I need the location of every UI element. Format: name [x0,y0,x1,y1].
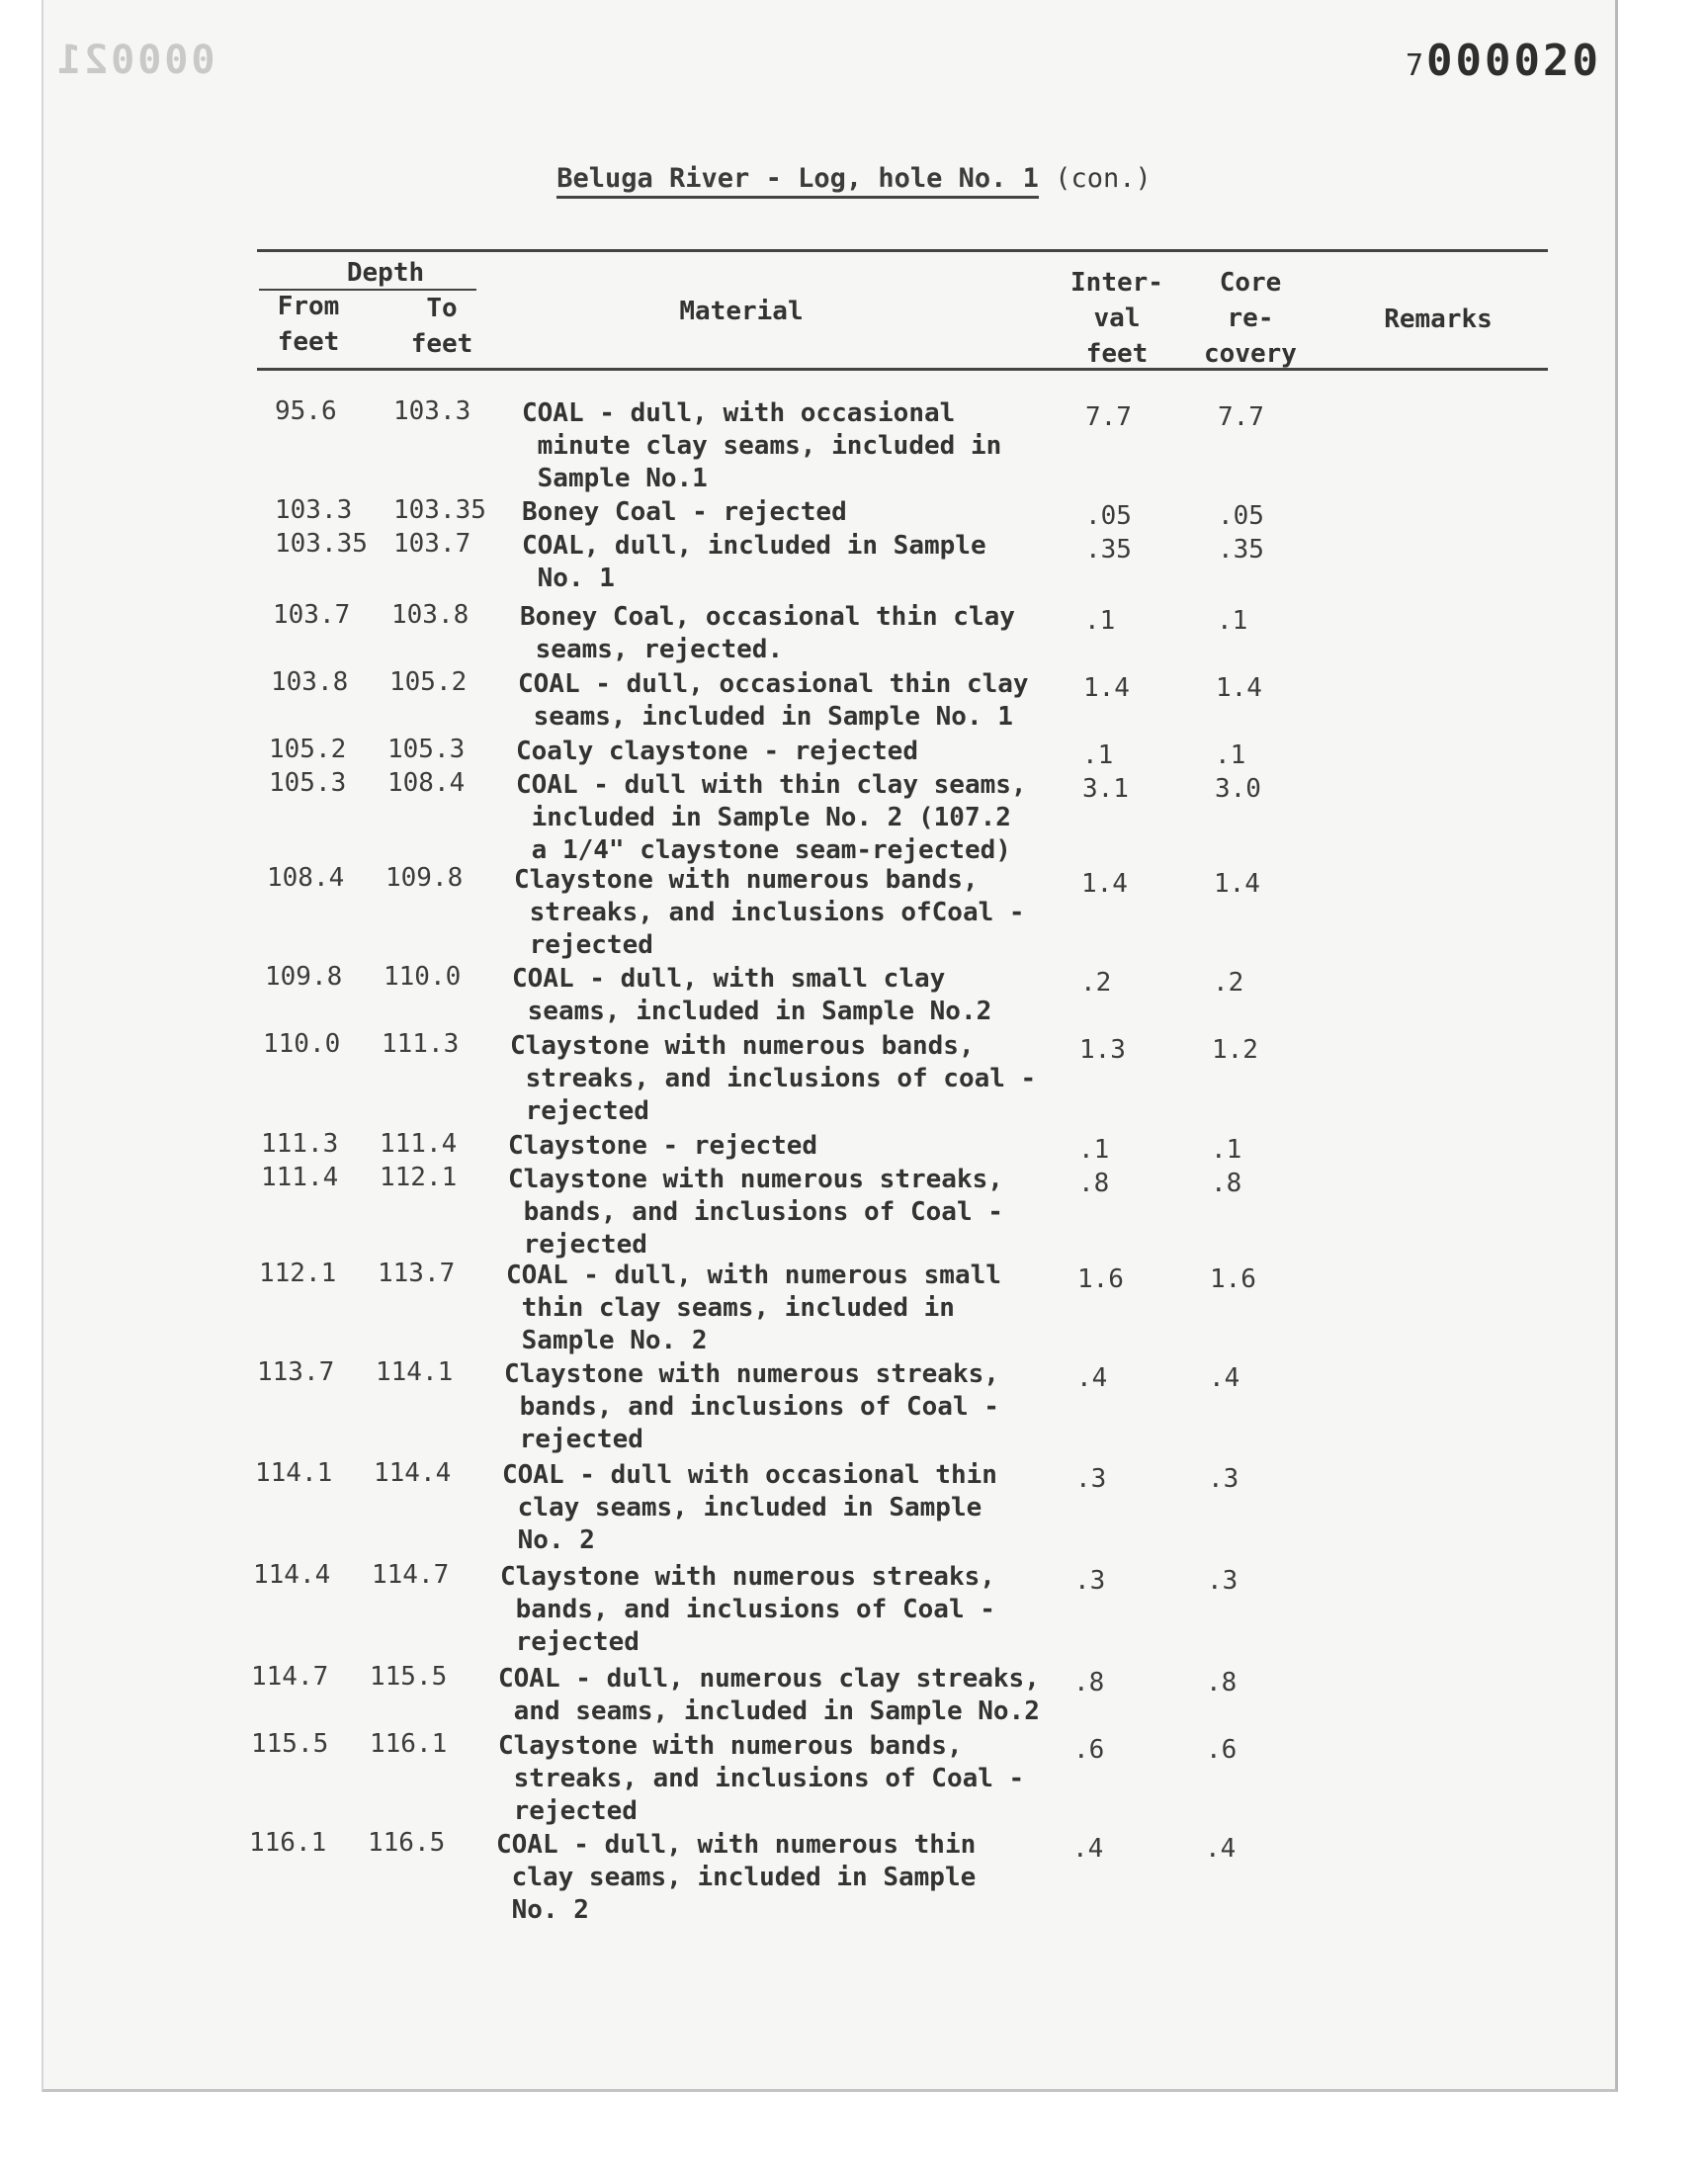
core-recovery-cell: .3 [1207,1566,1238,1596]
page-number-text: 000020 [1426,36,1601,86]
depth-to-cell: 105.2 [389,667,468,697]
material-cell: Boney Coal, occasional thin clay seams, rejected. [520,602,1015,664]
header-depth: Depth [346,258,425,288]
material-cell: COAL, dull, included in Sample No. 1 [522,531,986,593]
core-recovery-cell: .2 [1213,968,1244,998]
depth-to-cell: 112.1 [380,1163,458,1192]
core-recovery-cell: .1 [1217,606,1248,636]
material-cell: COAL - dull, with numerous small thin clay seams, included in Sample No. 2 [506,1261,1001,1355]
page-number [1406,36,1601,86]
header-core-line1: Core [1219,268,1282,298]
header-core-line3: covery [1204,339,1297,369]
depth-from-cell: 116.1 [249,1828,327,1858]
material-cell: Boney Coal - rejected [522,497,847,527]
core-recovery-cell: 1.4 [1214,869,1260,899]
depth-from-cell: 103.8 [271,667,349,697]
material-cell: COAL - dull, with occasional minute clay seams, included in Sample No.1 [522,398,1002,493]
title-main: Beluga River - Log, hole No. 1 [556,163,1039,199]
interval-cell: 1.4 [1083,673,1130,703]
core-recovery-cell: .3 [1208,1464,1239,1494]
core-recovery-cell: .8 [1206,1668,1238,1697]
depth-from-cell: 105.2 [269,735,347,764]
core-recovery-cell: .35 [1218,535,1264,565]
interval-cell: .3 [1075,1464,1107,1494]
interval-cell: .6 [1073,1735,1105,1765]
header-interval-line2: val [1093,304,1141,333]
header-interval [1058,265,1176,372]
depth-from-cell: 95.6 [275,396,337,426]
material-cell: Claystone with numerous bands, streaks, and inclusions of Coal - rejected [498,1731,1025,1826]
interval-cell: .8 [1073,1668,1105,1697]
depth-to-cell: 115.5 [370,1662,448,1692]
core-recovery-cell: 7.7 [1218,402,1264,432]
depth-from-cell: 105.3 [269,768,347,798]
material-cell: COAL - dull, with small clay seams, included in Sample No.2 [512,964,992,1026]
depth-to-cell: 108.4 [387,768,466,798]
depth-from-cell: 110.0 [263,1029,341,1059]
depth-from-cell: 114.4 [253,1560,331,1590]
header-core-recovery [1186,265,1315,372]
material-cell: Coaly claystone - rejected [516,737,918,766]
material-cell: COAL - dull, with numerous thin clay seams, included in Sample No. 2 [496,1830,977,1925]
interval-cell: 7.7 [1085,402,1132,432]
depth-from-cell: 114.1 [255,1458,333,1488]
material-cell: Claystone with numerous streaks, bands, and inclusions of Coal - rejected [508,1165,1003,1260]
depth-from-cell: 112.1 [259,1259,337,1288]
depth-from-cell: 111.4 [261,1163,339,1192]
depth-to-cell: 113.7 [378,1259,456,1288]
bleed-through-number: 000021 [54,38,215,83]
depth-to-cell: 110.0 [384,962,462,992]
core-recovery-cell: 1.2 [1212,1035,1258,1065]
core-recovery-cell: 1.6 [1210,1264,1256,1294]
header-to-label: To [426,294,458,323]
depth-from-cell: 103.35 [275,529,368,559]
depth-to-cell: 103.8 [391,600,470,630]
core-recovery-cell: .1 [1215,740,1246,770]
depth-to-cell: 103.7 [393,529,471,559]
table-top-rule [257,249,1548,252]
header-interval-line1: Inter- [1070,268,1163,298]
header-core-line2: re- [1227,304,1274,333]
material-cell: COAL - dull, numerous clay streaks, and seams, included in Sample No.2 [498,1664,1040,1726]
depth-from-cell: 103.7 [273,600,351,630]
depth-from-cell: 103.3 [275,495,353,525]
core-recovery-cell: .4 [1205,1834,1237,1864]
page-mark: 7 [1405,48,1427,83]
depth-to-cell: 111.3 [382,1029,460,1059]
interval-cell: 3.1 [1082,774,1129,804]
interval-cell: .05 [1085,501,1132,531]
material-cell: COAL - dull, occasional thin clay seams, included in Sample No. 1 [518,669,1029,732]
material-cell: Claystone with numerous streaks, bands, and inclusions of Coal - rejected [500,1562,995,1657]
interval-cell: .8 [1078,1169,1110,1198]
depth-to-cell: 111.4 [380,1129,458,1159]
interval-cell: .1 [1084,606,1116,636]
depth-from-cell: 109.8 [265,962,343,992]
core-recovery-cell: .8 [1211,1169,1242,1198]
material-cell: Claystone with numerous bands, streaks, and inclusions of coal - rejected [510,1031,1037,1126]
header-bottom-rule [257,368,1548,371]
interval-cell: .2 [1080,968,1112,998]
material-cell: Claystone with numerous bands, streaks, and inclusions ofCoal - rejected [514,865,1025,960]
depth-to-cell: 114.4 [374,1458,452,1488]
core-recovery-cell: .6 [1206,1735,1238,1765]
depth-to-cell: 109.8 [385,863,464,893]
header-from-label: From [277,292,340,321]
title-suffix: (con.) [1055,163,1152,194]
header-from [259,289,358,360]
depth-from-cell: 114.7 [251,1662,329,1692]
page-title [0,163,1708,194]
interval-cell: 1.3 [1079,1035,1126,1065]
core-recovery-cell: 1.4 [1216,673,1262,703]
depth-to-cell: 103.35 [393,495,486,525]
interval-cell: .1 [1082,740,1114,770]
interval-cell: 1.4 [1081,869,1128,899]
material-cell: Claystone - rejected [508,1131,818,1161]
core-recovery-cell: .05 [1218,501,1264,531]
header-material: Material [679,297,804,326]
header-to-unit: feet [410,329,473,359]
header-remarks: Remarks [1384,304,1493,334]
interval-cell: .4 [1076,1363,1108,1393]
core-recovery-cell: .1 [1211,1135,1242,1165]
header-to [387,291,496,362]
depth-to-cell: 116.1 [370,1729,448,1759]
interval-cell: .3 [1074,1566,1106,1596]
depth-from-cell: 115.5 [251,1729,329,1759]
header-interval-line3: feet [1085,339,1149,369]
depth-to-cell: 114.1 [376,1357,454,1387]
depth-from-cell: 111.3 [261,1129,339,1159]
depth-to-cell: 114.7 [372,1560,450,1590]
material-cell: Claystone with numerous streaks, bands, and inclusions of Coal - rejected [504,1359,999,1454]
depth-to-cell: 116.5 [368,1828,446,1858]
header-from-unit: feet [277,327,340,357]
depth-from-cell: 113.7 [257,1357,335,1387]
material-cell: COAL - dull with thin clay seams, included in Sample No. 2 (107.2 a 1/4" claystone seam-rejected) [516,770,1027,865]
core-recovery-cell: 3.0 [1215,774,1261,804]
interval-cell: 1.6 [1077,1264,1124,1294]
depth-to-cell: 105.3 [387,735,466,764]
interval-cell: .1 [1078,1135,1110,1165]
material-cell: COAL - dull with occasional thin clay seams, included in Sample No. 2 [502,1460,997,1555]
interval-cell: .4 [1072,1834,1104,1864]
depth-to-cell: 103.3 [393,396,471,426]
interval-cell: .35 [1085,535,1132,565]
core-recovery-cell: .4 [1209,1363,1240,1393]
depth-from-cell: 108.4 [267,863,345,893]
